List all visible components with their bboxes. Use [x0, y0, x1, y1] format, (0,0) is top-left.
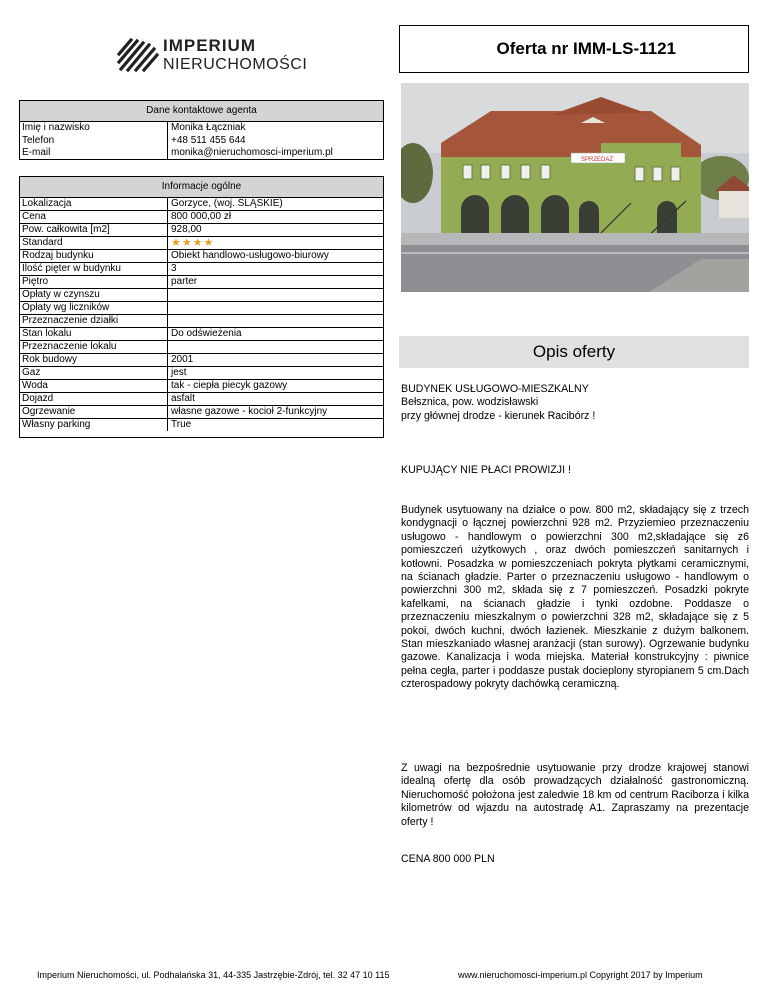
row-label: Rok budowy [20, 354, 168, 366]
table-row [20, 198, 383, 211]
row-label: Dojazd [20, 393, 168, 405]
row-value: True [171, 419, 192, 430]
row-value: monika@nieruchomosci-imperium.pl [171, 147, 333, 159]
table-row [20, 276, 383, 289]
table-row [20, 302, 383, 315]
row-value: Gorzyce, (woj. ŚLĄSKIE) [171, 198, 283, 209]
table-row [20, 419, 383, 431]
row-label: Przeznaczenie lokalu [20, 341, 168, 353]
description-closing: Z uwagi na bezpośrednie usytuowanie przy drodze krajowej stanowi idealną ofertę dla osób prowadzących działalność gastronomiczną. Nieruchomość położona jest zaledwie 18 km od centrum Raciborza i kilka kilometrów od wjazdu na autostradę A1. Zapraszamy na prezentacje oferty ! [401, 762, 749, 828]
general-info-header: Informacje ogólne [20, 177, 383, 198]
offer-number-box [399, 25, 749, 73]
price-text: CENA 800 000 PLN [401, 853, 495, 865]
row-value [168, 315, 383, 327]
company-logo [117, 32, 317, 78]
row-label: Ogrzewanie [20, 406, 168, 418]
row-value: +48 511 455 644 [171, 134, 246, 146]
table-row [20, 380, 383, 393]
description-header: Opis oferty [399, 336, 749, 368]
table-row [20, 393, 383, 406]
footer-copyright: www.nieruchomosci-imperium.pl Copyright 2017 by Imperium [458, 970, 703, 980]
row-label: Imię i nazwisko [20, 122, 168, 135]
row-value: własne gazowe - kocioł 2-funkcyjny [171, 406, 328, 417]
row-value: 3 [171, 263, 177, 274]
description-body: Budynek usytuowany na działce o pow. 800 m2, składający się z trzech kondygnacji o łącznej powierzchni 928 m2. Przyziemieo przeznaczeniu usługowo - handlowym o powierzchni 300 m2,składające się z6 pomieszczeń użytkowych , oraz dwóch pomieszczeń sanitarnych i kotłowni. Posadzka w pomieszczeniach pokryta płytkami ceramicznymi, na ścianach gładzie. Parter o przeznaczeniu usługowo - handlowym o powierzchni 300 m2, składa się z 7 pomieszczeń. Posadzki pokryte kafelkami, na ścianach gładzie i tynki ozdobne. Poddasze o przeznaczeniu mieszkalnym o powierzchni 328 m2, składające się z 5 pokoi, dwóch kuchni, dwóch łazienek. Mieszkanie z dużym balkonem. Stan mieszkaniado własnej aranżacji (stan surowy). Ogrzewanie budynku gazowe. Kanalizacja i woda miejska. Materiał konstrukcyjny : piwnice pełna cegła, parter i poddasze pustak docieplony styropianem 5 cm.Dach czterospadowy pokryty dachówką ceramiczną. [401, 504, 749, 691]
table-row [20, 211, 383, 224]
row-value: Obiekt handlowo-usługowo-biurowy [171, 250, 329, 261]
table-row [20, 289, 383, 302]
row-label: Lokalizacja [20, 198, 168, 210]
table-row [20, 250, 383, 263]
logo-mark-icon [117, 32, 159, 72]
table-row [20, 135, 383, 148]
table-row [20, 224, 383, 237]
row-value: asfalt [171, 393, 195, 404]
row-label: Standard [20, 237, 168, 249]
table-row [20, 122, 383, 135]
star-icon: ★★★★ [171, 237, 215, 249]
row-label: Telefon [20, 135, 168, 148]
table-row [20, 315, 383, 328]
row-label: Gaz [20, 367, 168, 379]
row-value [168, 341, 383, 353]
row-value: Monika Łączniak [171, 122, 246, 133]
row-value: 2001 [171, 354, 194, 365]
contact-table-header: Dane kontaktowe agenta [20, 101, 383, 122]
general-info-table [19, 176, 384, 438]
row-value [168, 289, 383, 301]
row-value: 800 000,00 zł [171, 211, 232, 222]
description-intro [401, 383, 749, 423]
row-label: Własny parking [20, 419, 168, 431]
offer-title: Oferta nr IMM-LS-1121 [496, 39, 676, 58]
row-label: Cena [20, 211, 168, 223]
table-row [20, 354, 383, 367]
standard-rating [168, 237, 383, 249]
intro-line: BUDYNEK USŁUGOWO-MIESZKALNY [401, 383, 589, 395]
intro-line: przy głównej drodze - kierunek Racibórz ! [401, 409, 596, 422]
logo-text-nieruchomosci: NIERUCHOMOŚCI [163, 56, 308, 73]
row-value: 928,00 [171, 224, 202, 235]
table-row [20, 237, 383, 250]
table-row [20, 367, 383, 380]
row-value: jest [171, 367, 187, 378]
table-row [20, 406, 383, 419]
intro-line: Bełsznica, pow. wodzisławski [401, 396, 539, 409]
property-photo [401, 83, 749, 292]
building-illustration [401, 83, 749, 292]
row-label: E-mail [20, 147, 168, 160]
row-label: Opłaty wg liczników [20, 302, 168, 314]
logo-text-imperium: IMPERIUM [163, 36, 256, 55]
no-commission-note: KUPUJĄCY NIE PŁACI PROWIZJI ! [401, 464, 571, 476]
row-value: parter [171, 276, 198, 287]
row-label: Rodzaj budynku [20, 250, 168, 262]
row-label: Ilość pięter w budynku [20, 263, 168, 275]
row-value [168, 302, 383, 314]
row-label: Piętro [20, 276, 168, 288]
table-row [20, 341, 383, 354]
row-label: Woda [20, 380, 168, 392]
row-label: Opłaty w czynszu [20, 289, 168, 301]
row-label: Przeznaczenie działki [20, 315, 168, 327]
table-row [20, 263, 383, 276]
row-value: Do odświeżenia [171, 328, 242, 339]
table-row [20, 147, 383, 160]
row-value: tak - ciepła piecyk gazowy [171, 380, 288, 391]
contact-table [19, 100, 384, 160]
table-row [20, 328, 383, 341]
footer-address: Imperium Nieruchomości, ul. Podhalańska 31, 44-335 Jastrzębie-Zdrój, tel. 32 47 10 115 [37, 970, 390, 980]
row-label: Stan lokalu [20, 328, 168, 340]
row-label: Pow. całkowita [m2] [20, 224, 168, 236]
sale-sign: SPRZEDAŻ [581, 157, 614, 163]
